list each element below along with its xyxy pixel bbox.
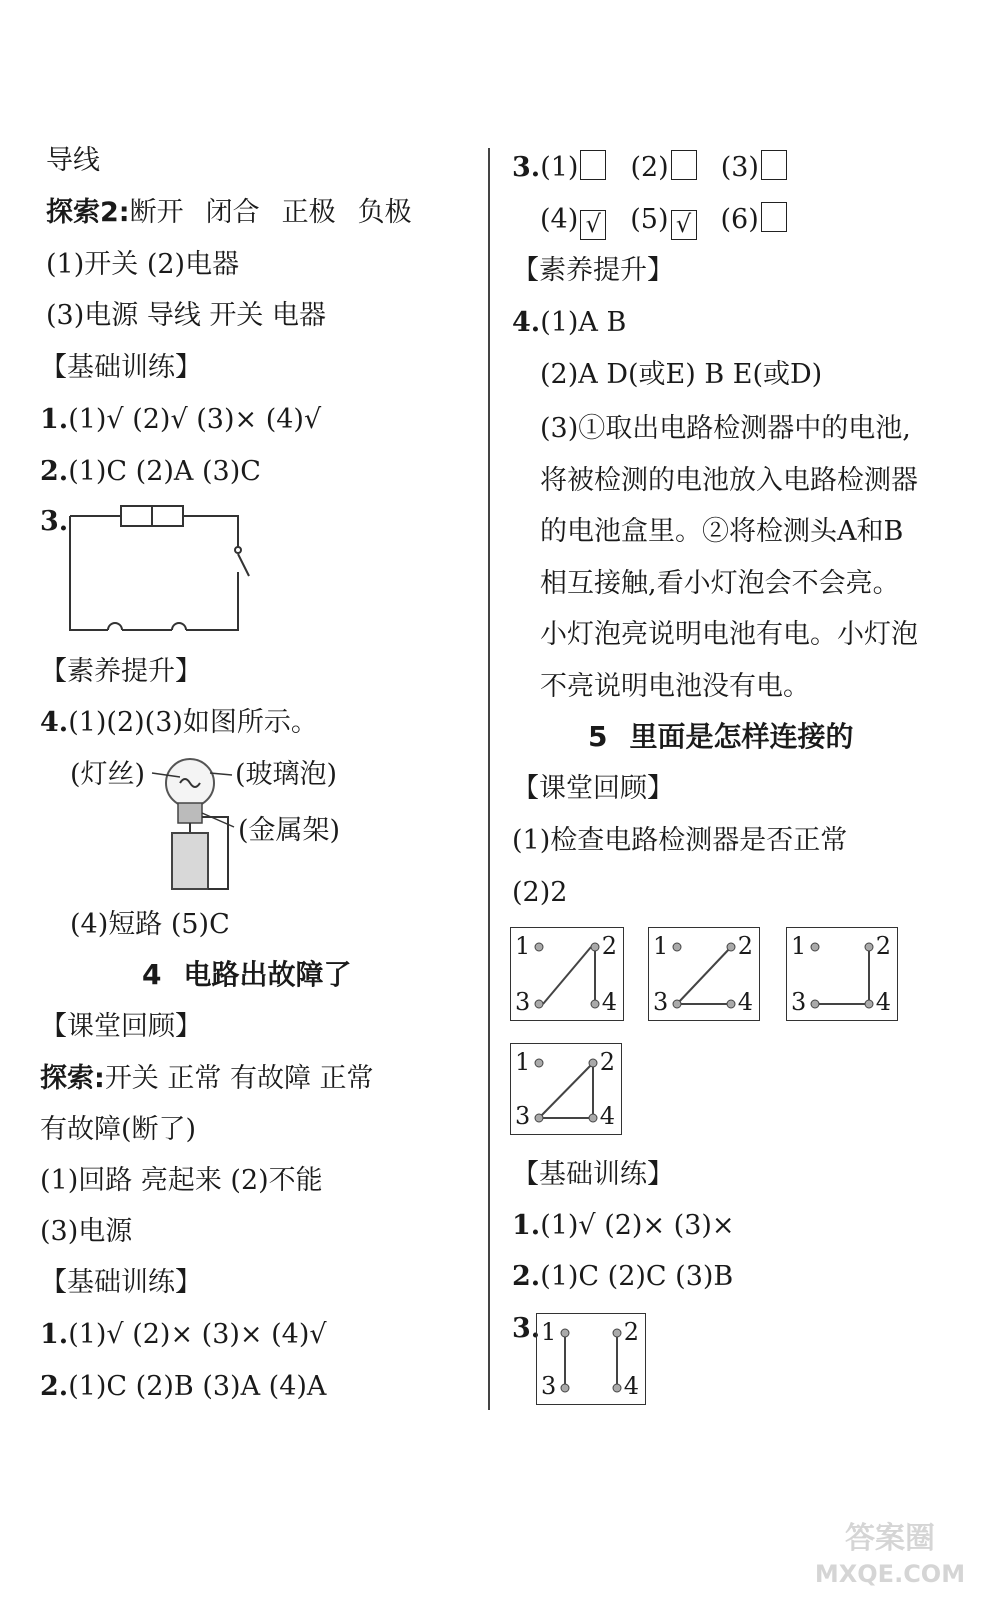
connection-lines <box>511 928 625 1022</box>
terminal-number: 3 <box>653 988 669 1016</box>
question-2 <box>40 1370 326 1404</box>
answer-text: (1)√ (2)× (3)× (4)√ <box>68 1319 327 1350</box>
question-1 <box>40 403 321 437</box>
answer-line: 相互接触,看小灯泡会不会亮。 <box>540 568 900 599</box>
terminal-number: 2 <box>601 932 617 960</box>
question-number: 2. <box>40 1371 69 1402</box>
answer-word: 闭合 <box>205 197 260 228</box>
lesson-5-title <box>588 720 854 754</box>
question-number: 1. <box>512 1210 541 1241</box>
terminal-number: 4 <box>623 1372 639 1400</box>
answer-line: (2)A D(或E) B E(或D) <box>540 359 823 390</box>
lesson-title: 里面是怎样连接的 <box>629 720 854 753</box>
section-heading: 【课堂回顾】 <box>512 773 674 804</box>
item-label: (5) <box>630 204 669 235</box>
answer-box: √ <box>671 210 697 240</box>
answer-line: 不亮说明电池没有电。 <box>540 671 810 702</box>
connection-box <box>510 927 624 1021</box>
answer-line: (4)短路 (5)C <box>70 909 230 940</box>
connection-box <box>786 927 898 1021</box>
question-number: 3. <box>512 1313 541 1344</box>
answer-line: (3)电源 <box>40 1216 133 1247</box>
item-label: (2) <box>630 152 669 183</box>
explore-line <box>40 1062 374 1096</box>
answer-box <box>671 150 697 180</box>
battery-icon <box>121 506 152 526</box>
item-label: (3) <box>720 152 759 183</box>
terminal-number: 1 <box>515 932 531 960</box>
terminal-number: 4 <box>599 1102 615 1130</box>
answer-line: (3)电源 导线 开关 电器 <box>46 300 326 331</box>
answer-word: 负极 <box>357 197 412 228</box>
section-heading: 【素养提升】 <box>512 255 674 286</box>
terminal-number: 1 <box>791 932 807 960</box>
connection-lines <box>537 1314 647 1406</box>
question-number: 2. <box>512 1261 541 1292</box>
answer-line: 的电池盒里。②将检测头A和B <box>540 516 904 547</box>
terminal-number: 3 <box>791 988 807 1016</box>
question-number: 3. <box>512 152 541 183</box>
terminal-number: 2 <box>623 1318 639 1346</box>
battery-icon <box>172 833 208 889</box>
terminal-number: 4 <box>737 988 753 1016</box>
answer-text: (1)C (2)C (3)B <box>540 1261 734 1292</box>
svg-text:MXQE.COM: MXQE.COM <box>814 1560 966 1588</box>
question-number: 1. <box>40 1319 69 1350</box>
answer-line: (2)2 <box>512 877 568 908</box>
section-heading: 【基础训练】 <box>40 1267 202 1298</box>
answer-line: (1)检查电路检测器是否正常 <box>512 825 848 856</box>
terminal-number: 3 <box>515 988 531 1016</box>
answer-text: (1)√ (2)√ (3)× (4)√ <box>68 404 322 435</box>
item-label: (4) <box>540 204 579 235</box>
battery-icon <box>152 506 183 526</box>
answer-box <box>580 150 606 180</box>
question-3-row2 <box>540 202 789 240</box>
question-number: 1. <box>40 404 69 435</box>
answer-box: √ <box>580 210 606 240</box>
answer-line: (1)回路 亮起来 (2)不能 <box>40 1165 323 1196</box>
question-2 <box>512 1260 733 1294</box>
answer-line: 将被检测的电池放入电路检测器 <box>540 465 918 496</box>
question-4 <box>40 706 318 740</box>
question-1 <box>40 1318 327 1352</box>
answer-text: (1)√ (2)× (3)× <box>540 1210 735 1241</box>
terminal-number: 1 <box>541 1318 557 1346</box>
connection-lines <box>511 1044 623 1136</box>
section-heading: 【课堂回顾】 <box>40 1011 202 1042</box>
terminal-number: 3 <box>541 1372 557 1400</box>
connection-box <box>510 1043 622 1135</box>
answer-box <box>761 202 787 232</box>
section-heading: 【基础训练】 <box>512 1159 674 1190</box>
answer-word: 断开 <box>129 197 184 228</box>
bulb-icon <box>108 623 122 630</box>
item-label: (1) <box>540 152 579 183</box>
lesson-number: 4 <box>142 958 162 991</box>
bulb-icon <box>172 623 186 630</box>
answer-text: (1)C (2)A (3)C <box>68 456 261 487</box>
metal-frame-label: (金属架) <box>238 815 341 846</box>
connection-box <box>536 1313 646 1405</box>
connection-lines <box>787 928 899 1022</box>
terminal-number: 2 <box>599 1048 615 1076</box>
question-number: 4. <box>512 307 541 338</box>
question-3-row1 <box>512 150 789 185</box>
terminal-number: 4 <box>875 988 891 1016</box>
question-number: 4. <box>40 707 69 738</box>
terminal-number: 2 <box>875 932 891 960</box>
terminal-number: 1 <box>515 1048 531 1076</box>
switch-icon <box>235 547 241 553</box>
terminal-number: 1 <box>653 932 669 960</box>
connection-lines <box>649 928 761 1022</box>
section-heading: 【基础训练】 <box>40 352 202 383</box>
answer-text: (1)(2)(3)如图所示。 <box>68 707 318 738</box>
answer-word: 正极 <box>281 197 336 228</box>
column-divider <box>488 148 490 1410</box>
question-number: 3. <box>40 506 69 537</box>
answer-line: 有故障(断了) <box>40 1114 197 1145</box>
lesson-number: 5 <box>588 720 608 753</box>
section-heading: 【素养提升】 <box>40 656 202 687</box>
explore2-label: 探索2: <box>46 197 130 228</box>
answer-text: 开关 正常 有故障 正常 <box>104 1063 374 1094</box>
bulb-battery-diagram <box>150 755 260 895</box>
explore-label: 探索: <box>40 1063 105 1094</box>
svg-text:答案圈: 答案圈 <box>845 1521 935 1556</box>
filament-label: (灯丝) <box>70 759 146 790</box>
terminal-number: 4 <box>601 988 617 1016</box>
answer-line: (1)开关 (2)电器 <box>46 249 240 280</box>
question-1 <box>512 1209 735 1243</box>
terminal-number: 3 <box>515 1102 531 1130</box>
item-label: (6) <box>720 204 759 235</box>
answer-box <box>761 150 787 180</box>
answer-line: 小灯泡亮说明电池有电。小灯泡 <box>540 619 918 650</box>
terminal-number: 2 <box>737 932 753 960</box>
answer-line: (3)①取出电路检测器中的电池, <box>540 413 911 444</box>
connection-box <box>648 927 760 1021</box>
circuit-diagram <box>64 500 294 640</box>
question-number: 2. <box>40 456 69 487</box>
watermark-logo <box>800 1510 980 1590</box>
metal-frame-icon <box>178 803 202 823</box>
question-4 <box>512 306 626 340</box>
question-2 <box>40 455 261 489</box>
answer-text: (1)A B <box>540 307 627 338</box>
glass-bulb-label: (玻璃泡) <box>235 759 338 790</box>
answer-line: 导线 <box>46 145 100 176</box>
answer-text: (1)C (2)B (3)A (4)A <box>68 1371 327 1402</box>
lesson-4-title <box>142 958 352 992</box>
explore2-line <box>46 196 412 230</box>
lesson-title: 电路出故障了 <box>183 958 352 991</box>
